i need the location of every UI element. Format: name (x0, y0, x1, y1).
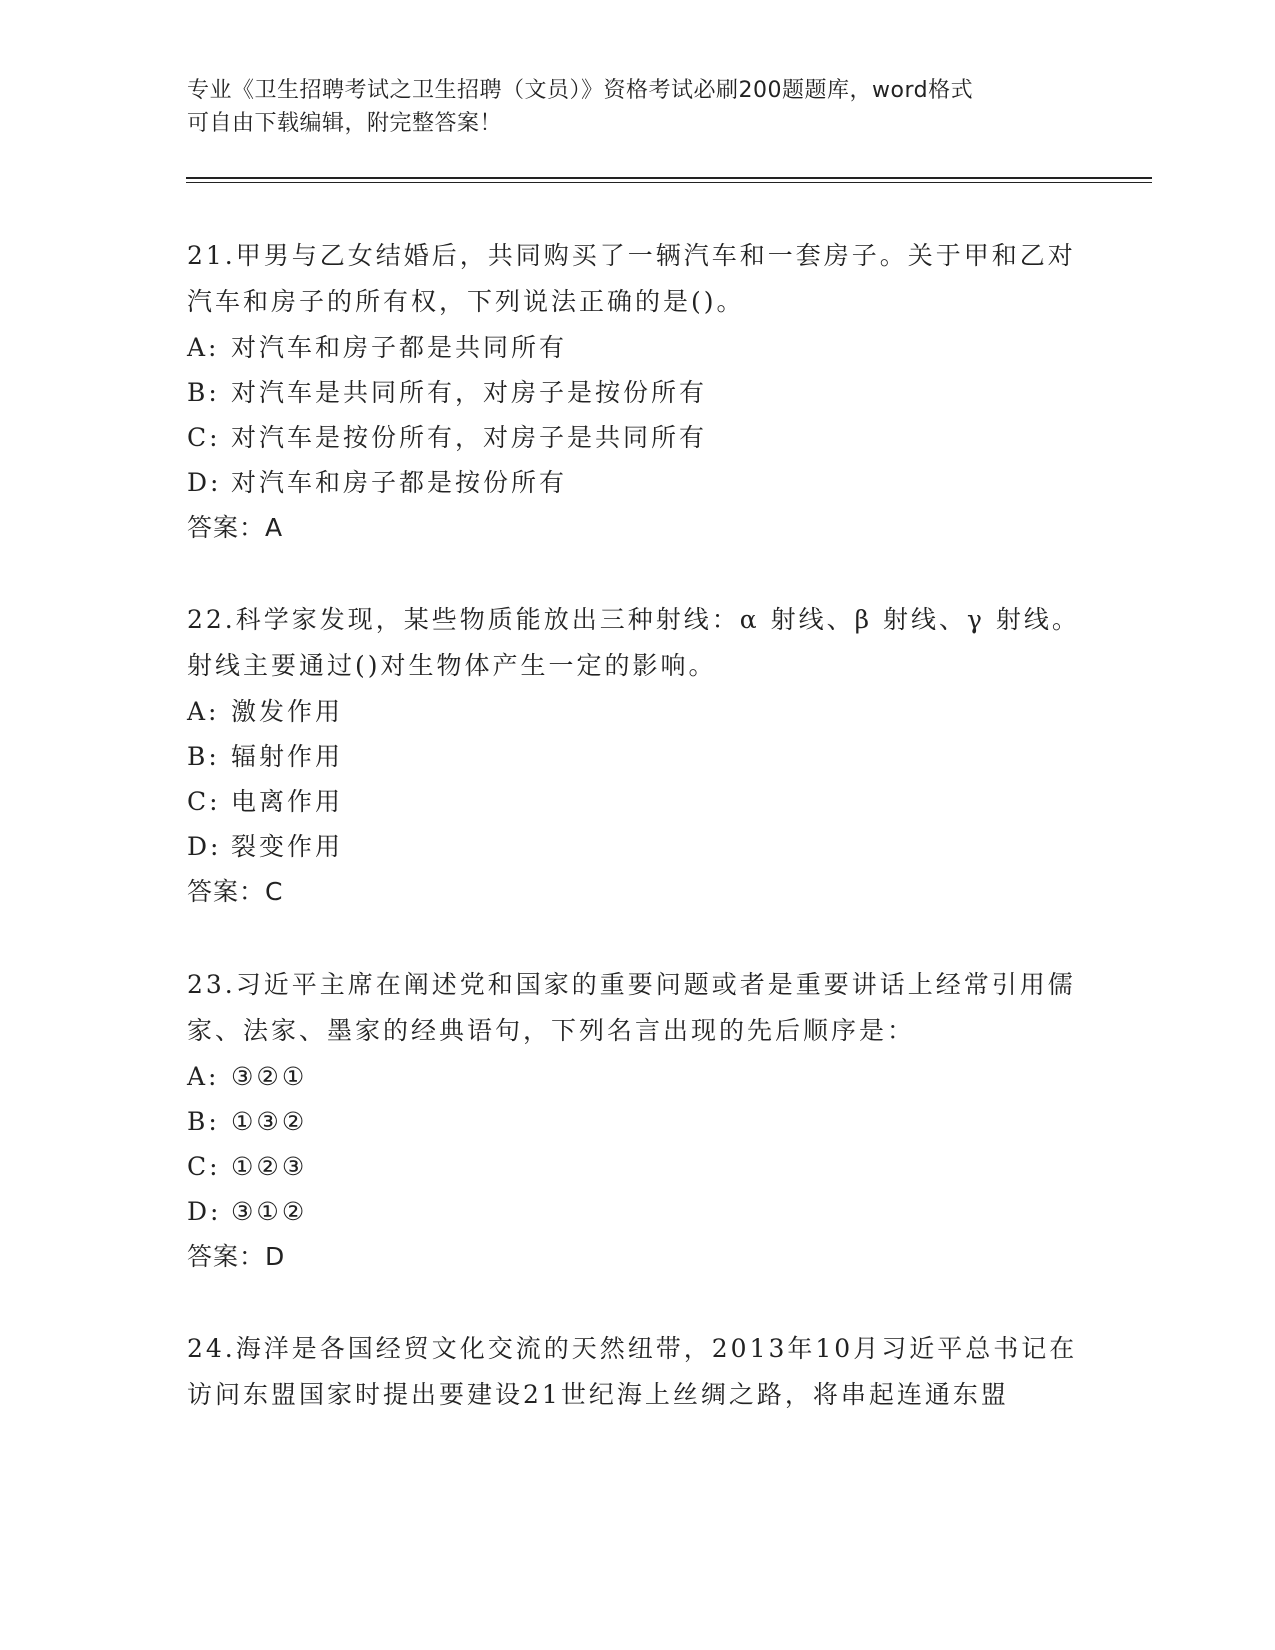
option-letter: D: (187, 832, 222, 861)
option-letter: B: (187, 378, 220, 407)
option-text: 对汽车是按份所有，对房子是共同所有 (231, 423, 708, 452)
option-text: 对汽车和房子都是按份所有 (231, 468, 568, 497)
header-line-2: 可自由下载编辑，附完整答案！ (187, 111, 503, 136)
header-line-1: 专业《卫生招聘考试之卫生招聘（文员）》资格考试必刷200题题库，word格式 (187, 78, 974, 103)
option-b (187, 734, 1087, 779)
option-text: ①②③ (231, 1152, 308, 1181)
document-header (187, 74, 1067, 140)
option-text: 对汽车是共同所有，对房子是按份所有 (231, 378, 708, 407)
option-text: 辐射作用 (231, 742, 344, 771)
option-letter: B: (187, 1107, 220, 1136)
answer-line: 答案：D (187, 1242, 286, 1271)
header-divider-thin (186, 182, 1152, 183)
question-stem: 24.海洋是各国经贸文化交流的天然纽带，2013年10月习近平总书记在访问东盟国家时提出要建设21世纪海上丝绸之路，将串起连通东盟 (187, 1334, 1078, 1409)
option-letter: C: (187, 787, 221, 816)
option-d (187, 460, 1087, 505)
option-letter: A: (187, 333, 220, 362)
option-c (187, 415, 1087, 460)
option-b (187, 370, 1087, 415)
question-stem: 23.习近平主席在阐述党和国家的重要问题或者是重要讲话上经常引用儒家、法家、墨家的经典语句，下列名言出现的先后顺序是： (187, 970, 1076, 1045)
option-c (187, 779, 1087, 824)
question-23 (187, 962, 1087, 1280)
question-24 (187, 1326, 1087, 1418)
option-text: 激发作用 (231, 697, 344, 726)
option-text: ①③② (231, 1107, 308, 1136)
option-a (187, 1054, 1087, 1099)
option-text: ③①② (231, 1197, 308, 1226)
question-21 (187, 233, 1087, 551)
option-letter: A: (187, 697, 220, 726)
option-text: ③②① (231, 1062, 308, 1091)
option-text: 对汽车和房子都是共同所有 (231, 333, 568, 362)
option-d (187, 824, 1087, 869)
option-d (187, 1189, 1087, 1234)
option-text: 电离作用 (231, 787, 344, 816)
answer-line: 答案：C (187, 877, 284, 906)
option-letter: C: (187, 423, 221, 452)
question-22 (187, 597, 1087, 915)
option-letter: D: (187, 468, 222, 497)
header-divider-thick (186, 177, 1152, 179)
option-letter: A: (187, 1062, 220, 1091)
question-stem: 21.甲男与乙女结婚后，共同购买了一辆汽车和一套房子。关于甲和乙对汽车和房子的所有权，下列说法正确的是()。 (187, 241, 1076, 316)
option-letter: C: (187, 1152, 221, 1181)
option-c (187, 1144, 1087, 1189)
option-letter: D: (187, 1197, 222, 1226)
option-a (187, 689, 1087, 734)
answer-line: 答案：A (187, 513, 284, 542)
option-text: 裂变作用 (231, 832, 344, 861)
option-letter: B: (187, 742, 220, 771)
option-a (187, 325, 1087, 370)
question-stem: 22.科学家发现，某些物质能放出三种射线：α 射线、β 射线、γ 射线。射线主要通过()对生物体产生一定的影响。 (187, 605, 1080, 680)
option-b (187, 1099, 1087, 1144)
